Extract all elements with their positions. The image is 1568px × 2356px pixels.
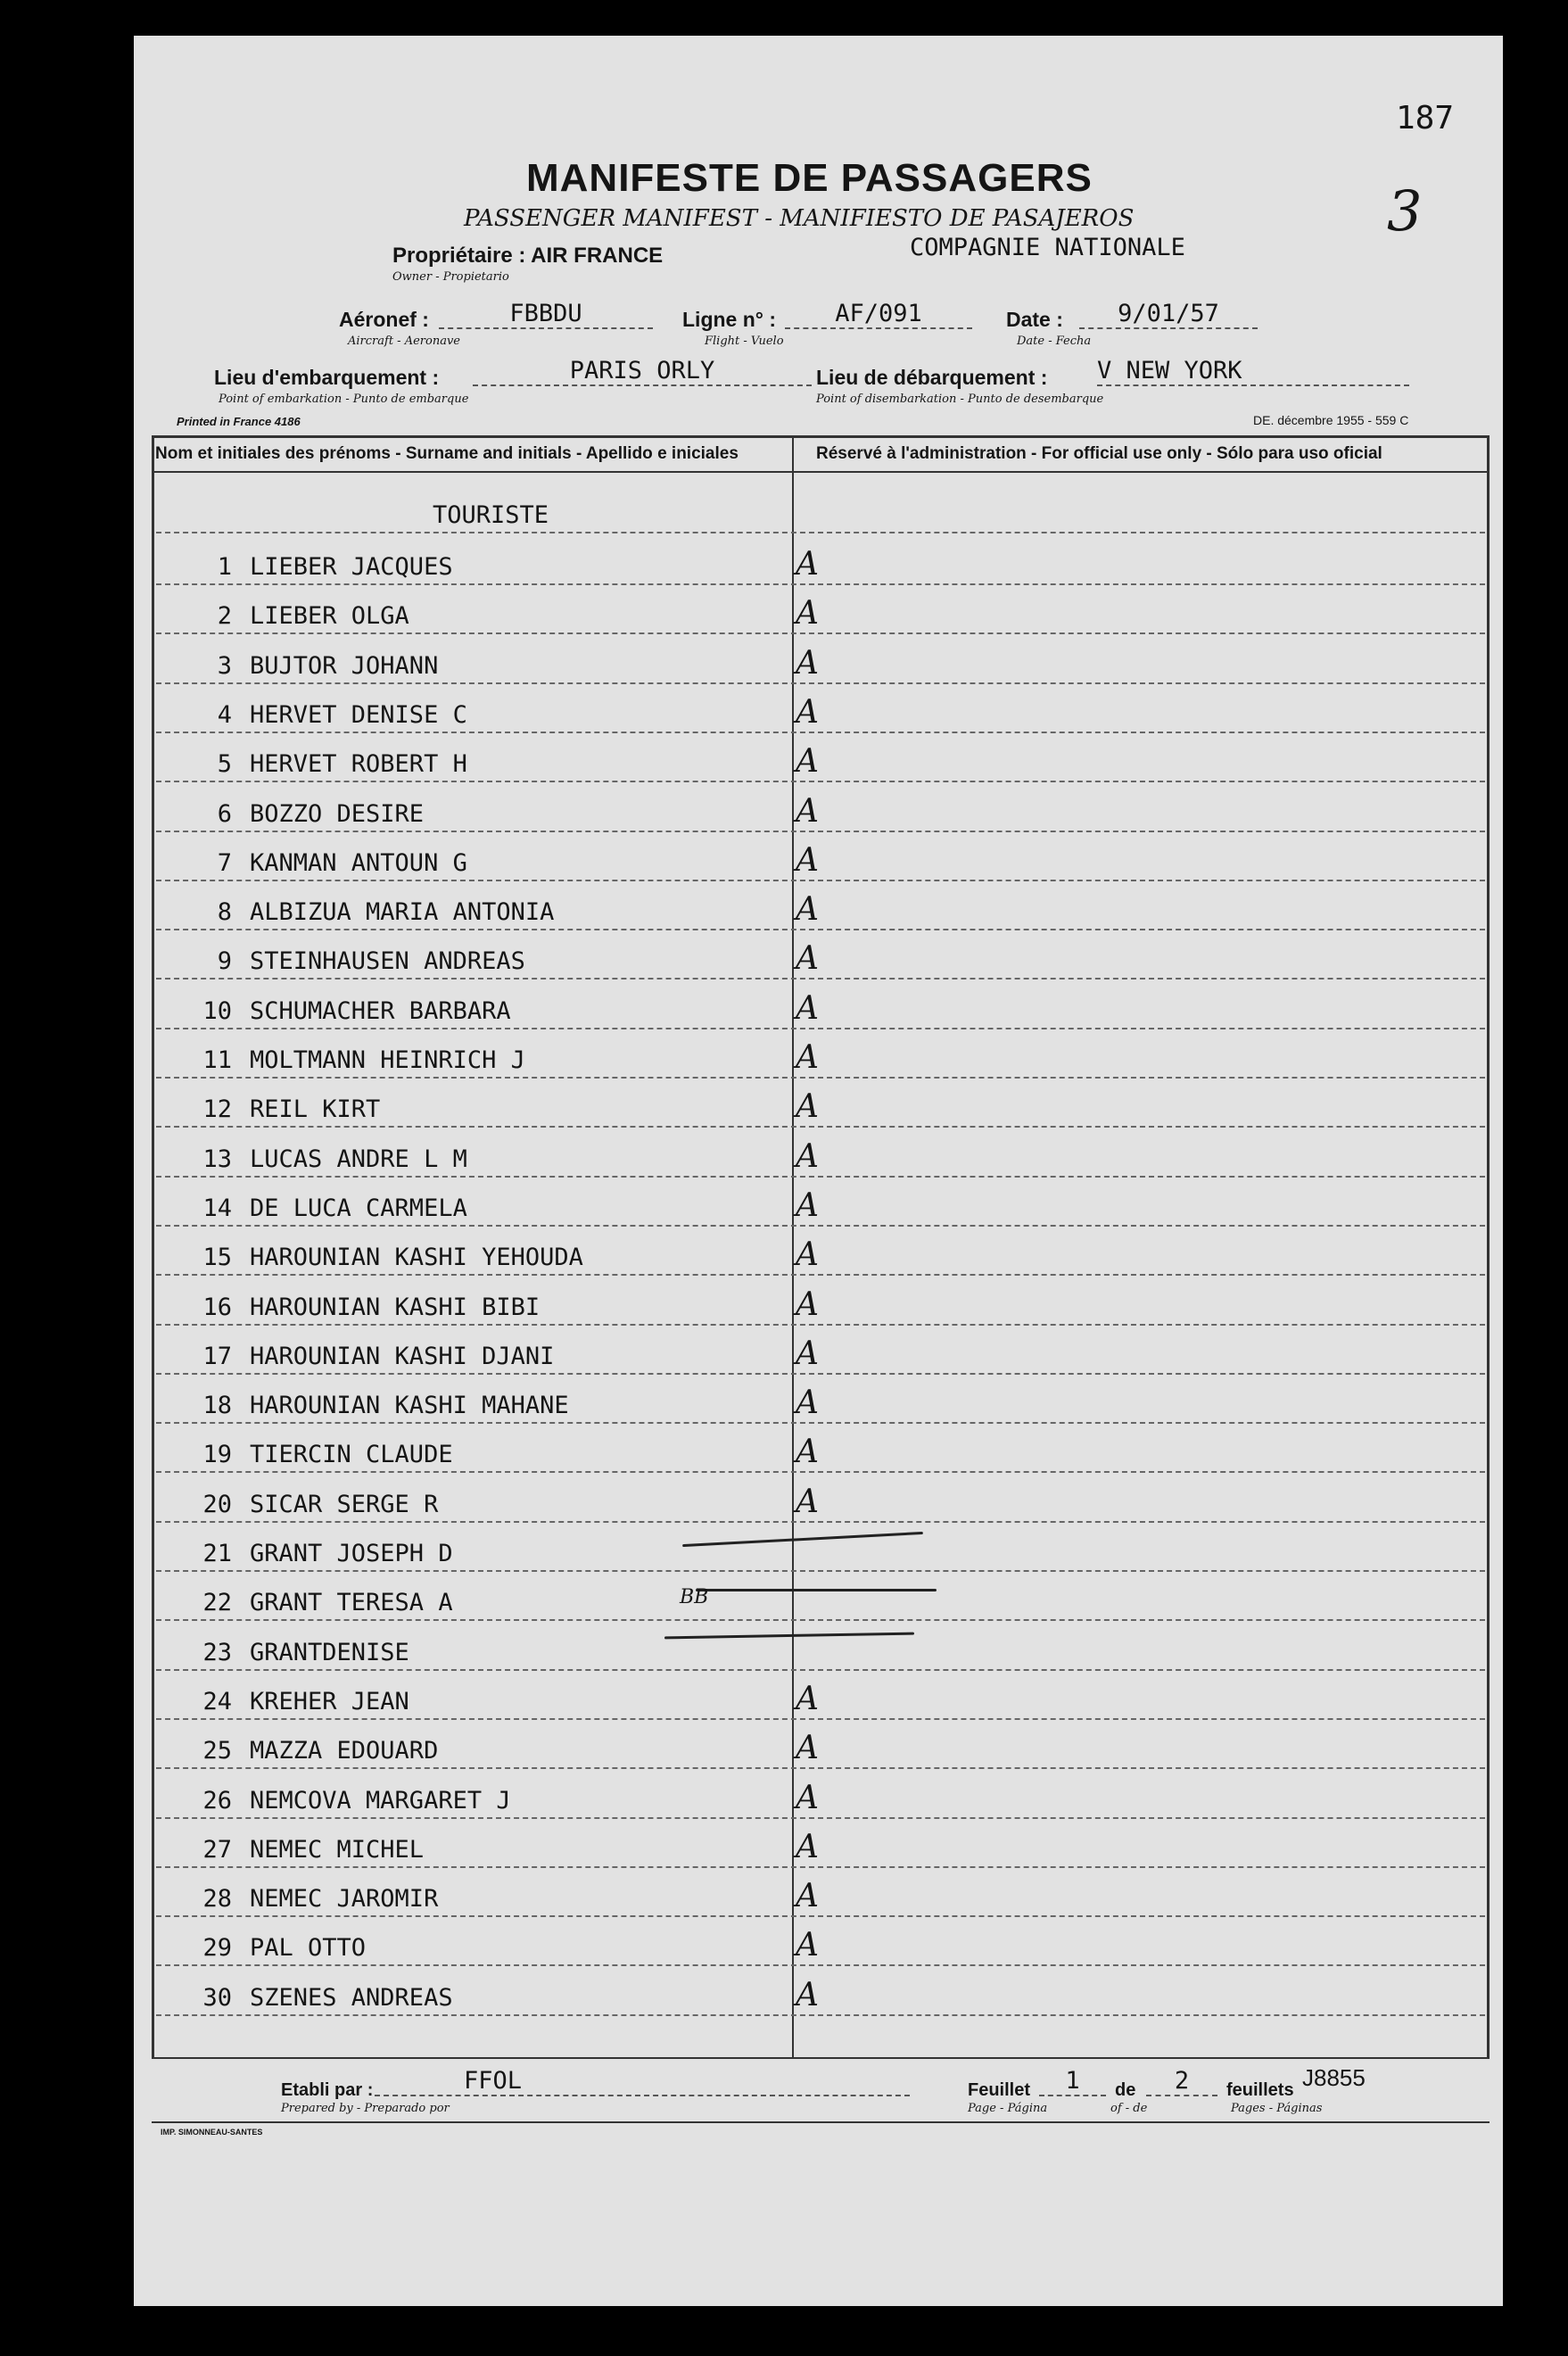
official-check-mark: A	[796, 842, 819, 879]
passenger-number: 21	[202, 1540, 232, 1567]
archive-reference: J8855	[1302, 2064, 1366, 2091]
section-touriste: TOURISTE	[433, 501, 549, 529]
passenger-number: 30	[202, 1984, 232, 2012]
row-rule	[156, 1471, 1485, 1473]
official-check-mark: A	[796, 1335, 819, 1372]
passenger-name: LIEBER JACQUES	[250, 553, 453, 581]
passenger-number: 12	[202, 1095, 232, 1123]
row-rule	[156, 1324, 1485, 1326]
passenger-number: 24	[202, 1688, 232, 1715]
official-check-mark: A	[796, 1829, 819, 1865]
passenger-number: 26	[202, 1787, 232, 1815]
row-rule	[156, 880, 1485, 881]
embarkation-value: PARIS ORLY	[473, 357, 812, 386]
passenger-name: PAL OTTO	[250, 1934, 367, 1962]
passenger-name: GRANTDENISE	[250, 1639, 409, 1666]
official-check-mark: A	[796, 940, 819, 977]
row-rule	[156, 1964, 1485, 1966]
corner-number: 3	[1387, 178, 1423, 244]
official-check-mark: A	[796, 1088, 819, 1125]
sheet-label: Feuillet	[968, 2080, 1031, 2100]
row-rule	[156, 1077, 1485, 1079]
official-check-mark: A	[796, 595, 819, 632]
official-check-mark: A	[796, 1286, 819, 1323]
page-number: 187	[1395, 100, 1454, 136]
row-rule	[156, 929, 1485, 930]
passenger-name: SCHUMACHER BARBARA	[250, 997, 511, 1025]
official-check-mark: A	[796, 1385, 819, 1421]
passenger-number: 22	[202, 1589, 232, 1616]
official-check-mark: A	[796, 1484, 819, 1520]
official-check-mark: A	[796, 694, 819, 731]
passenger-name: NEMEC JAROMIR	[250, 1885, 439, 1913]
prepared-by-value: FFOL	[375, 2067, 910, 2096]
passenger-name: REIL KIRT	[250, 1095, 381, 1123]
official-check-mark: A	[796, 1681, 819, 1717]
flight-sublabel: Flight - Vuelo	[705, 335, 784, 348]
passenger-number: 8	[217, 898, 232, 926]
passenger-name: BOZZO DESIRE	[250, 800, 425, 828]
passenger-number: 20	[202, 1491, 232, 1518]
flight-label: Ligne n° :	[682, 308, 777, 331]
date-value: 9/01/57	[1079, 300, 1258, 329]
passenger-name: SZENES ANDREAS	[250, 1984, 453, 2012]
passenger-number: 28	[202, 1885, 232, 1913]
row-rule	[156, 1718, 1485, 1720]
passenger-name: HAROUNIAN KASHI DJANI	[250, 1343, 555, 1370]
column-header-names: Nom et initiales des prénoms - Surname and initials - Apellido e iniciales	[155, 444, 739, 463]
passenger-name: LUCAS ANDRE L M	[250, 1145, 467, 1173]
passenger-name: BUJTOR JOHANN	[250, 652, 439, 680]
row-rule	[156, 1915, 1485, 1917]
passenger-number: 27	[202, 1836, 232, 1864]
sheet-value: 1	[1039, 2067, 1106, 2096]
passenger-number: 29	[202, 1934, 232, 1962]
row-rule	[156, 1619, 1485, 1621]
row-rule	[156, 1373, 1485, 1375]
owner-label: Propriétaire : AIR FRANCE	[392, 244, 664, 268]
row-rule	[156, 1028, 1485, 1029]
footer-bottom-border	[152, 2121, 1490, 2123]
passenger-number: 18	[202, 1392, 232, 1419]
official-check-mark: A	[796, 793, 819, 830]
row-rule	[156, 781, 1485, 782]
passenger-name: NEMEC MICHEL	[250, 1836, 425, 1864]
of-label: de	[1115, 2080, 1136, 2100]
table-right-border	[1487, 435, 1490, 2059]
official-check-mark: A	[796, 1780, 819, 1816]
total-pages-value: 2	[1146, 2067, 1217, 2096]
date-label: Date :	[1006, 308, 1063, 331]
official-check-mark: A	[796, 546, 819, 583]
official-check-mark: A	[796, 645, 819, 682]
passenger-number: 10	[202, 997, 232, 1025]
form-title: MANIFESTE DE PASSAGERS	[526, 156, 1093, 200]
row-rule	[156, 532, 1485, 533]
passenger-name: TIERCIN CLAUDE	[250, 1441, 453, 1468]
row-rule	[156, 732, 1485, 733]
manifest-sheet	[134, 36, 1503, 2306]
official-check-mark: A	[796, 1927, 819, 1963]
passenger-name: HERVET ROBERT H	[250, 750, 467, 778]
aircraft-sublabel: Aircraft - Aeronave	[348, 335, 460, 348]
row-rule	[156, 1422, 1485, 1424]
row-rule	[156, 1274, 1485, 1276]
table-bottom-border	[152, 2057, 1490, 2059]
passenger-name: HERVET DENISE C	[250, 701, 467, 729]
prepared-by-sublabel: Prepared by - Preparado por	[281, 2102, 450, 2115]
passenger-number: 23	[202, 1639, 232, 1666]
passenger-name: HAROUNIAN KASHI MAHANE	[250, 1392, 569, 1419]
table-left-border	[152, 435, 154, 2059]
passenger-name: MAZZA EDOUARD	[250, 1737, 439, 1765]
flight-value: AF/091	[785, 300, 972, 329]
aircraft-label: Aéronef :	[339, 308, 429, 331]
passenger-number: 7	[217, 849, 232, 877]
printed-note: Printed in France 4186	[177, 415, 301, 428]
passenger-name: SICAR SERGE R	[250, 1491, 439, 1518]
cancel-line-22	[696, 1589, 937, 1591]
cancel-line-23	[664, 1633, 914, 1640]
official-check-mark: A	[796, 891, 819, 928]
passenger-number: 4	[217, 701, 232, 729]
form-reference: DE. décembre 1955 - 559 C	[1253, 413, 1409, 427]
passenger-name: NEMCOVA MARGARET J	[250, 1787, 511, 1815]
row-rule	[156, 978, 1485, 980]
printer-imprint: IMP. SIMONNEAU-SANTES	[161, 2128, 263, 2137]
row-rule	[156, 2014, 1485, 2016]
row-rule	[156, 1126, 1485, 1128]
row-rule	[156, 632, 1485, 634]
column-header-official: Réservé à l'administration - For official use only - Sólo para uso oficial	[816, 444, 1382, 463]
row-rule	[156, 682, 1485, 684]
row-rule	[156, 1767, 1485, 1769]
row-rule	[156, 1866, 1485, 1868]
disembarkation-sublabel: Point of disembarkation - Punto de desembarque	[816, 393, 1104, 406]
passenger-number: 14	[202, 1195, 232, 1222]
passenger-name: GRANT JOSEPH D	[250, 1540, 453, 1567]
prepared-by-label: Etabli par :	[281, 2080, 374, 2100]
passenger-number: 25	[202, 1737, 232, 1765]
pages-sublabel: Pages - Páginas	[1231, 2102, 1323, 2115]
row-rule	[156, 1225, 1485, 1227]
passenger-name: HAROUNIAN KASHI YEHOUDA	[250, 1244, 583, 1271]
official-check-mark: A	[796, 1434, 819, 1470]
passenger-name: MOLTMANN HEINRICH J	[250, 1046, 525, 1074]
disembarkation-label: Lieu de débarquement :	[816, 366, 1048, 389]
row-rule	[156, 831, 1485, 832]
row-rule	[156, 1176, 1485, 1178]
sheet-sublabel: Page - Página	[968, 2102, 1048, 2115]
embarkation-label: Lieu d'embarquement :	[214, 366, 440, 389]
passenger-number: 13	[202, 1145, 232, 1173]
owner-typed: COMPAGNIE NATIONALE	[910, 234, 1185, 261]
owner-sublabel: Owner - Propietario	[392, 270, 509, 284]
official-check-mark: A	[796, 1187, 819, 1224]
passenger-name: ALBIZUA MARIA ANTONIA	[250, 898, 555, 926]
passenger-number: 16	[202, 1294, 232, 1321]
passenger-number: 5	[217, 750, 232, 778]
official-check-mark: A	[796, 1878, 819, 1914]
passenger-name: LIEBER OLGA	[250, 602, 409, 630]
table-top-border	[152, 435, 1490, 438]
official-check-mark: A	[796, 1977, 819, 2013]
disembarkation-value: V NEW YORK	[1097, 357, 1409, 386]
passenger-number: 1	[217, 553, 232, 581]
table-header-border	[152, 471, 1490, 473]
passenger-name: GRANT TERESA A	[250, 1589, 453, 1616]
passenger-number: 19	[202, 1441, 232, 1468]
row-rule	[156, 1570, 1485, 1572]
date-sublabel: Date - Fecha	[1017, 335, 1092, 348]
row-rule	[156, 1817, 1485, 1819]
official-check-mark: A	[796, 743, 819, 780]
aircraft-value: FBBDU	[439, 300, 653, 329]
passenger-number: 17	[202, 1343, 232, 1370]
embarkation-sublabel: Point of embarkation - Punto de embarque	[219, 393, 469, 406]
official-check-mark: A	[796, 990, 819, 1027]
form-subtitle: PASSENGER MANIFEST - MANIFIESTO DE PASAJEROS	[464, 205, 1135, 232]
official-check-mark: A	[796, 1236, 819, 1273]
passenger-name: DE LUCA CARMELA	[250, 1195, 467, 1222]
passenger-number: 2	[217, 602, 232, 630]
official-check-mark: A	[796, 1730, 819, 1766]
passenger-number: 6	[217, 800, 232, 828]
row-rule	[156, 583, 1485, 585]
note-22: BB	[680, 1586, 709, 1608]
table-column-divider	[792, 435, 794, 2059]
cancel-line-21	[682, 1532, 923, 1547]
passenger-number: 9	[217, 947, 232, 975]
passenger-name: KREHER JEAN	[250, 1688, 409, 1715]
pages-label: feuillets	[1226, 2080, 1294, 2100]
passenger-number: 11	[202, 1046, 232, 1074]
of-sublabel: of - de	[1110, 2102, 1148, 2115]
official-check-mark: A	[796, 1138, 819, 1175]
row-rule	[156, 1669, 1485, 1671]
passenger-name: KANMAN ANTOUN G	[250, 849, 467, 877]
passenger-number: 3	[217, 652, 232, 680]
official-check-mark: A	[796, 1039, 819, 1076]
passenger-name: HAROUNIAN KASHI BIBI	[250, 1294, 541, 1321]
passenger-number: 15	[202, 1244, 232, 1271]
row-rule	[156, 1521, 1485, 1523]
passenger-name: STEINHAUSEN ANDREAS	[250, 947, 525, 975]
